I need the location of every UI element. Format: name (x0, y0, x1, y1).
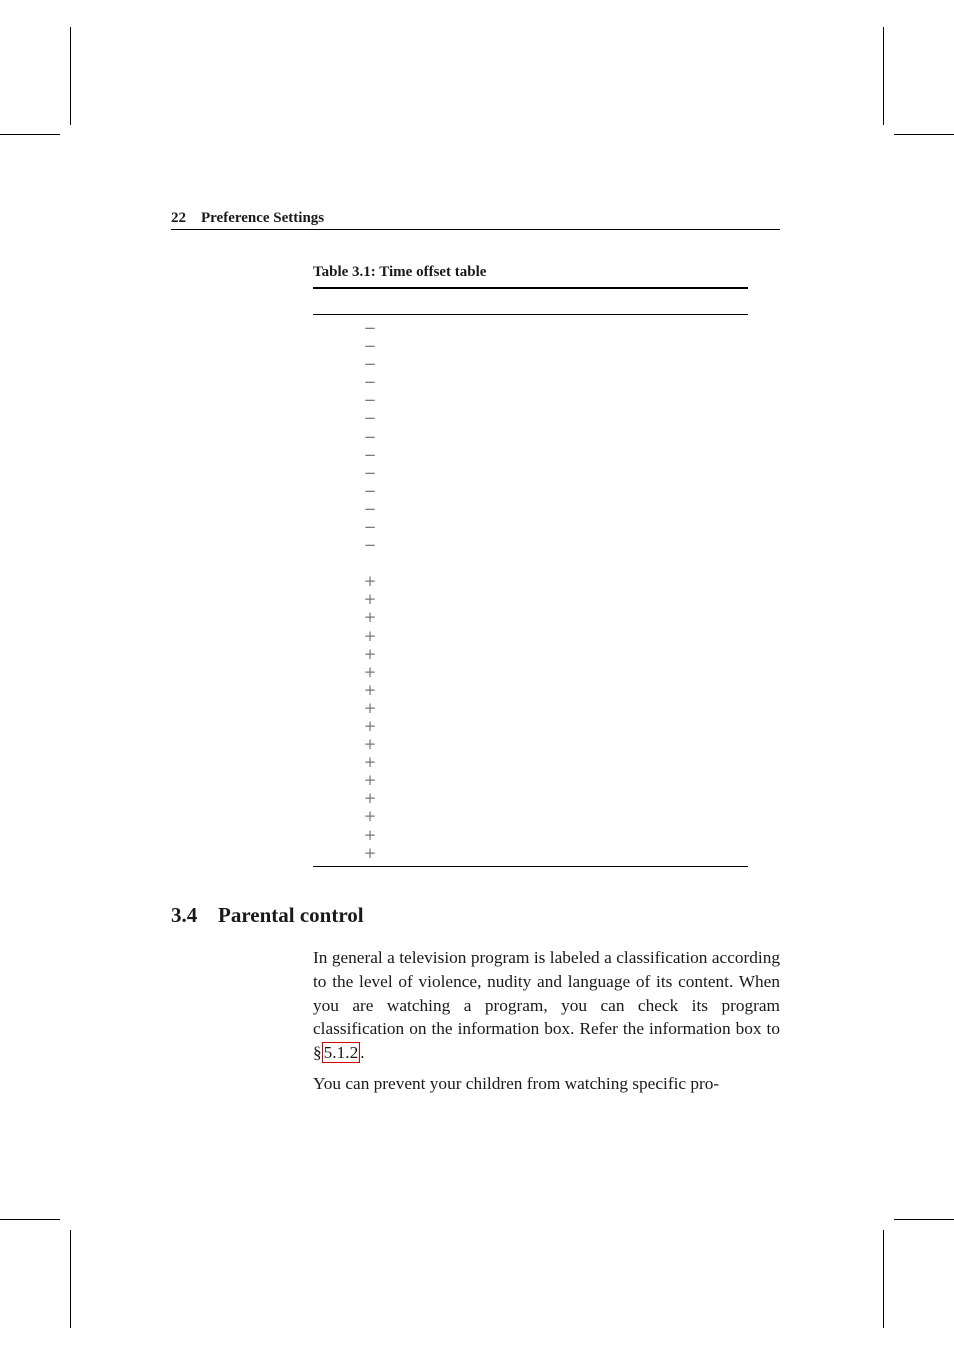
offset-sign-positive: + (363, 626, 377, 645)
paragraph-prevent (313, 1072, 780, 1096)
table-bottom-rule (313, 866, 748, 867)
table-header-rule (313, 314, 748, 315)
offset-sign-negative: − (363, 391, 377, 410)
table-caption: Table 3.1: Time offset table (313, 264, 487, 280)
crop-mark-bottom-right-vertical (883, 1230, 884, 1328)
offset-sign-positive: + (363, 753, 377, 772)
offset-sign-negative: − (363, 319, 377, 337)
offset-sign-positive: + (363, 572, 377, 591)
offset-sign-positive: + (363, 716, 377, 735)
offset-sign-positive: + (363, 789, 377, 808)
offset-sign-negative: − (363, 409, 377, 428)
offset-sign-negative: − (363, 337, 377, 356)
offset-sign-negative: − (363, 427, 377, 446)
table-top-rule (313, 287, 748, 289)
offset-sign-negative: − (363, 445, 377, 464)
offset-sign-negative: − (363, 499, 377, 518)
offset-sign-positive: + (363, 698, 377, 717)
offset-sign-positive: + (363, 735, 377, 754)
offset-sign-positive: + (363, 843, 377, 862)
crop-mark-bottom-right-horizontal (894, 1219, 954, 1220)
offset-sign-positive: + (363, 590, 377, 609)
crop-mark-top-left-horizontal (0, 134, 60, 135)
paragraph-classification-text: In general a television program is labeled a classification according to the level of violence, nudity and language of its content. When you are watching a program, you can check its program classification on the information box. Refer the information box to § (313, 948, 780, 1063)
offset-sign-positive: + (363, 807, 377, 826)
running-head (171, 208, 780, 230)
crop-mark-bottom-left-horizontal (0, 1219, 60, 1220)
section-number: 3.4 (171, 903, 198, 927)
crop-mark-top-right-vertical (883, 27, 884, 125)
crop-mark-bottom-left-vertical (70, 1230, 71, 1328)
offset-sign-positive: + (363, 680, 377, 699)
section-heading (171, 901, 364, 929)
paragraph-classification (313, 946, 780, 1065)
offset-sign-negative: − (363, 481, 377, 500)
crop-mark-top-right-horizontal (894, 134, 954, 135)
offset-sign-negative: − (363, 355, 377, 374)
paragraph-classification-end: . (360, 1043, 365, 1063)
crop-mark-top-left-vertical (70, 27, 71, 125)
page-number: 22 (171, 210, 186, 226)
time-offset-list (360, 319, 380, 862)
running-head-title: Preference Settings (201, 210, 325, 226)
offset-sign-negative: − (363, 518, 377, 537)
offset-sign-negative: − (363, 536, 377, 555)
offset-sign-positive: + (363, 644, 377, 663)
paragraph-prevent-text: You can prevent your children from watching specific pro- (313, 1074, 720, 1093)
offset-sign-positive: + (363, 771, 377, 790)
section-link-5-1-2[interactable]: 5.1.2 (323, 1043, 359, 1063)
section-title: Parental control (218, 903, 364, 927)
offset-sign-positive: + (363, 608, 377, 627)
offset-sign-negative: − (363, 463, 377, 482)
offset-sign-positive: + (363, 825, 377, 844)
offset-gap-row (360, 554, 380, 572)
offset-sign-negative: − (363, 373, 377, 392)
offset-sign-positive: + (363, 662, 377, 681)
